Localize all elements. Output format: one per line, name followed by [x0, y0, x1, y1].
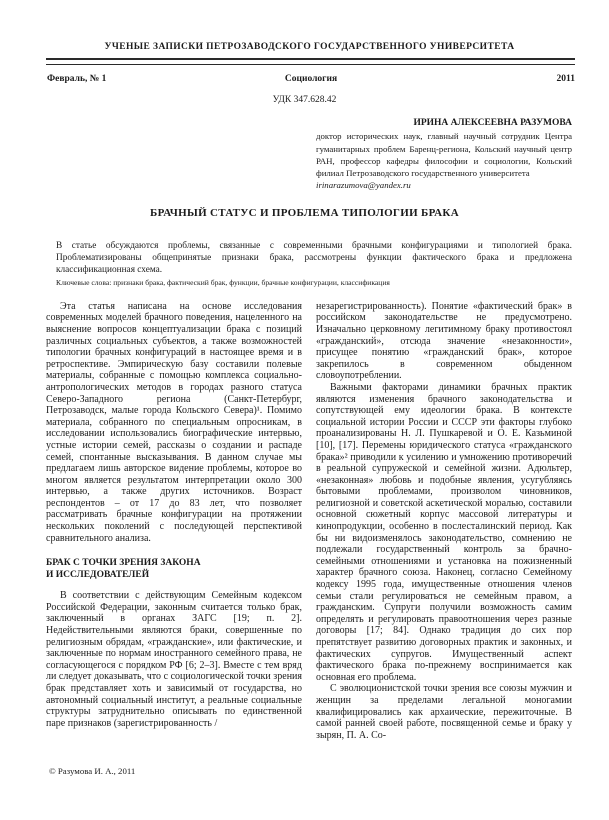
- header-divider: [46, 58, 575, 65]
- paragraph: С эволюционистской точки зрения все союзы мужчин и женщин за пределами легальной моногамии квалифицировались как архаические, пережиточные. В самой ранней своей работе, посвященной семье и браку у зырян, П. А. Со-: [316, 683, 572, 741]
- paragraph: Эта статья написана на основе исследования современных моделей брачного поведения, нацеленного на выяснение вопросов концептуализации брака с позиций различных социальных субъектов, а также возможностей типологии брачных конфигураций в настоящее время и в ретроспективе. Эмпирическую базу составили полевые материалы, собранные с помощью комплекса социально-антропологических методов в городах разного статуса Северо-Западного региона (Санкт-Петербург, Петрозаводск, малые города Кольского Севера)¹. Помимо материала, собранного по специальным опросникам, в исследовании использовались биографические интервью, устные истории семей, рассказы о создании и распаде семей, спонтанные высказывания. В данном случае мы предлагаем лишь авторское видение проблемы, которое во многом является результатом интерпретации около 300 интервью, а также других источников. Возраст респондентов – от 17 до 83 лет, что позволяет рассматривать брачные конфигурации на протяжении нескольких поколений с последующей перспективой сравнительного анализа.: [46, 300, 302, 544]
- paragraph: В соответствии с действующим Семейным кодексом Российской Федерации, законным считается только брак, заключенный в органах ЗАГС [19; п. 2]. Недействительными являются браки, совершенные по религиозным обрядам, «гражданские», или фактические, и заключенные по нормам иностранного семейного права, не согласующегося с порядком РФ [6; 2–3]. Вместе с тем вряд ли следует доказывать, что с социологической точки зрения брак представляет хоть и зависимый от государства, но автономный социальный институт, а реальные социальные структуры затруднительно описывать по единственной паре признаков (зарегистрированность /: [46, 590, 302, 729]
- left-column: [46, 301, 302, 742]
- abstract-text: В статье обсуждаются проблемы, связанные с современными брачными конфигурациями и типологией брака. Проблематизированы общепринятые признаки брака, рассмотрены функции фактического брака и предложена классификационная схема.: [56, 240, 572, 275]
- article-body: [46, 301, 572, 742]
- copyright-notice: © Разумова И. А., 2011: [49, 766, 136, 776]
- right-column: [316, 301, 572, 742]
- issue-info-row: [47, 74, 575, 84]
- author-block: [316, 117, 572, 192]
- paragraph: незарегистрированность). Понятие «фактический брак» в российском законодательстве не предусмотрено. Изначально церковному легитимному браку противостоял «гражданский», отсюда значение «незаконности», присущее понятию «гражданский брак», которое закрепилось в современном обыденном словоупотреблении.: [316, 300, 572, 382]
- issue-month: Февраль, № 1: [47, 74, 107, 84]
- author-name: ИРИНА АЛЕКСЕЕВНА РАЗУМОВА: [413, 118, 572, 128]
- article-title: БРАЧНЫЙ СТАТУС И ПРОБЛЕМА ТИПОЛОГИИ БРАКА: [150, 206, 459, 219]
- author-email: irinarazumova@yandex.ru: [316, 180, 411, 191]
- journal-title: УЧЕНЫЕ ЗАПИСКИ ПЕТРОЗАВОДСКОГО ГОСУДАРСТВЕННОГО УНИВЕРСИТЕТА: [104, 42, 515, 52]
- issue-section: Социология: [284, 74, 338, 84]
- udk-number: УДК 347.628.42: [272, 95, 337, 105]
- section-heading-line: И ИССЛЕДОВАТЕЛЕЙ: [46, 569, 150, 580]
- paragraph: Важными факторами динамики брачных практик являются изменения брачного законодательства и сопутствующей ему идеологии брака. В контексте социальной истории России и СССР эти факторы глубоко проанализированы Н. Л. Пушкаревой и О. Е. Казьминой [10], [17]. Перемены юридического статуса «гражданского брака»² приводили к усилению и умножению противоречий в реальной супружеской и семейной жизни. Адюльтер, «незаконная» любовь и подобные явления, усугубляясь бытовыми проблемами, произволом чиновников, религиозной и советской аскетической моралью, составили основной сюжетный корпус массовой литературы и кинопродукции, особенно в послесталинский период. Как бы ни видоизменялось законодательство, сомнению не подлежали государственный контроль за брачно-семейными отношениями и установка на пожизненный характер брачного союза. Наконец, согласно Семейному кодексу 1995 года, имущественные отношения членов семьи стали регулироваться не семейным правом, а гражданским. Супруги получили возможность самим определять и регулировать правоотношения через разные договоры [17; 84]. Однако традиция до сих пор препятствует развитию договорных практик и законных, и фактических супругов. Имущественный аспект фактического брака по-прежнему воспринимается как основная его проблема.: [316, 381, 572, 683]
- keywords-text: Ключевые слова: признаки брака, фактический брак, функции, брачные конфигурации, классификация: [56, 277, 390, 287]
- author-affiliation: доктор исторических наук, главный научный сотрудник Центра гуманитарных проблем Баренц-региона, Кольский научный центр РАН, профессор кафедры философии и социологии, Кольский филиал Петрозаводского государственного университета: [316, 131, 572, 179]
- section-heading: [46, 558, 302, 581]
- section-heading-line: БРАК С ТОЧКИ ЗРЕНИЯ ЗАКОНА: [46, 558, 201, 569]
- issue-year: 2011: [556, 74, 575, 84]
